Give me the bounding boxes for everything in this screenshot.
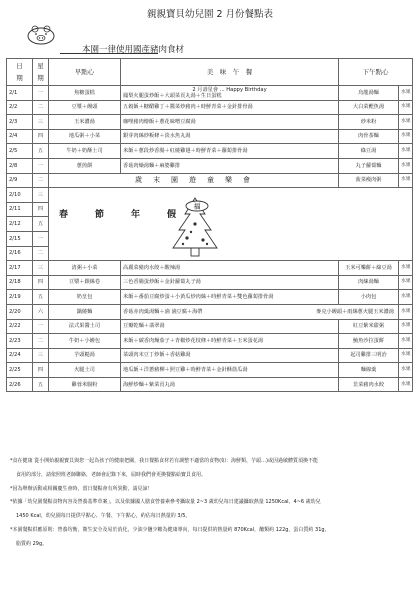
cell-date: 2/23 (7, 334, 33, 349)
menu-table (6, 58, 413, 392)
note-line: *食在健康 從小開始親親寶貝與您一起為孩子的健康把關，我日餐點食材若有調整不適當的食物(如：海鮮類、芋頭…)或因過敏體質須換不能 (10, 458, 318, 464)
table-row (7, 158, 413, 173)
cell-snack-pm: 麵線羹 (339, 363, 399, 378)
cell-snack-pm: 小肉包 (339, 290, 399, 305)
birthday-banner: 2 月壽星會 ... Happy Birthday (192, 86, 267, 93)
cell-weekday: 三 (33, 115, 49, 130)
cell-weekday: 四 (33, 363, 49, 378)
cell-lunch: 豆瓣乾麵＋翡翠湯 (121, 319, 339, 334)
table-row (7, 100, 413, 115)
table-header-row (7, 59, 413, 86)
cell-snack-am: 法式果醬土司 (49, 319, 121, 334)
cell-weekday: 三 (33, 261, 49, 276)
table-row (7, 188, 413, 203)
cell-lunch-wide: 香菇赤肉羹湯麵＋滷 滷豆腐＋海帶 麥克小饅頭＋雨絲蔥火腿玉米濃湯 (121, 304, 399, 319)
cell-snack-am: 焦糖蛋糕 (49, 86, 121, 101)
cell-weekday: 一 (33, 86, 49, 101)
cell-lunch: 咖哩豬肉燴飯＋蔥花味噌豆腐湯 (121, 115, 339, 130)
cell-snack-am: 豆漿＋銀絲卷 (49, 275, 121, 290)
cell-snack-pm: 烏龍湯麵 (339, 86, 399, 101)
cell-fruit: 水果 (399, 304, 413, 319)
cell-date: 2/1 (7, 86, 33, 101)
cell-lunch: 高麗菜豬肉水餃＋酸辣湯 (121, 261, 339, 276)
cell-date: 2/12 (7, 217, 33, 232)
table-row (7, 275, 413, 290)
notes-section (10, 455, 412, 552)
table-row (7, 363, 413, 378)
cell-snack-am: 地瓜粥＋小菜 (49, 129, 121, 144)
table-row (7, 319, 413, 334)
cell-fruit: 水果 (399, 377, 413, 392)
cell-snack-pm: 菠菜瘦肉粥 (339, 173, 399, 188)
divider (60, 53, 158, 54)
cell-snack-am: 清粥＋小菜 (49, 261, 121, 276)
table-row (7, 144, 413, 159)
cell-lunch: 米飯＋碳香肉燥茄子＋青椒炒花枝條＋時鮮青菜＋玉米蛋花湯 (121, 334, 339, 349)
cell-date: 2/17 (7, 261, 33, 276)
note-line: *因為舉辦活動或相關慶生會時，當日餐點會有所異動，請見諒！ (10, 485, 153, 492)
cell-snack-pm: 肉絲湯麵 (339, 275, 399, 290)
cell-snack-pm: 大白菜鰹魚湯 (339, 100, 399, 115)
cell-snack-pm: 丸子蘿蔔麵 (339, 158, 399, 173)
cell-snack-am: 蔥煎餅 (49, 158, 121, 173)
cell-fruit: 水果 (399, 100, 413, 115)
page-title: 親親寶貝幼兒園 2 月份餐點表 (146, 9, 274, 20)
cell-lunch: 三色香腸蛋炒飯＋金針蘿蔔丸子湯 (121, 275, 339, 290)
subtitle: 本園一律使用國產豬肉食材 (82, 45, 185, 55)
cell-snack-am: 奶皇包 (49, 290, 121, 305)
cell-snack-am: 豆漿＋饅頭 (49, 100, 121, 115)
table-row (7, 86, 413, 101)
cell-weekday: 一 (33, 319, 49, 334)
cell-snack-am: 牛奶＋奶酥土司 (49, 144, 121, 159)
cell-weekday: 四 (33, 275, 49, 290)
header-weekday: 星 期 (33, 59, 49, 86)
cell-snack-pm: 起司雞排三明治 (339, 348, 399, 363)
cell-weekday: 一 (33, 158, 49, 173)
cell-snack-am: 鍋燒麵 (49, 304, 121, 319)
cell-fruit: 水果 (399, 115, 413, 130)
cell-snack-pm: 綠豆湯 (339, 144, 399, 159)
cell-date: 2/22 (7, 319, 33, 334)
cell-date: 2/8 (7, 158, 33, 173)
cell-fruit: 水果 (399, 319, 413, 334)
note-line: *本園餐點供應原則：營養均衡，衛生安全及易於消化，少油少鹽少糖為健康導向，每日提供的熱量約 870Kcal，醣類約 122g，蛋白質約 31g， (10, 526, 330, 533)
cell-weekday: 二 (33, 173, 49, 188)
cell-date: 2/26 (7, 377, 33, 392)
cell-weekday: 五 (33, 377, 49, 392)
fortune-character: 福 (193, 202, 201, 211)
table-row (7, 290, 413, 305)
cell-lunch: 海鮮炒麵＋紫菜貢丸湯 (121, 377, 339, 392)
cell-lunch: 米飯＋番茄豆腐炒蛋＋小黃瓜炒肉絲＋時鮮青菜＋雙色蘿蔔排骨湯 (121, 290, 339, 305)
cell-date: 2/24 (7, 348, 33, 363)
cell-weekday: 五 (33, 290, 49, 305)
cell-snack-pm: 韭菜豬肉水餃 (339, 377, 399, 392)
cell-lunch: 菜頭肉末豆丁炒飯＋香菇雞湯 (121, 348, 339, 363)
table-row (7, 115, 413, 130)
cell-lunch: 銀芽肉絲炒粄條＋淡水魚丸湯 (121, 129, 339, 144)
table-row (7, 261, 413, 276)
cell-snack-pm: 肉骨茶麵 (339, 129, 399, 144)
table-row (7, 348, 413, 363)
cell-snack-am: 玉米濃湯 (49, 115, 121, 130)
cell-weekday: 六 (33, 304, 49, 319)
cell-weekday: 五 (33, 217, 49, 232)
cell-weekday: 五 (33, 144, 49, 159)
cell-date: 2/5 (7, 144, 33, 159)
note-line: 食用的部分，請依照班老師聯絡，老師會記錄下來，屆時我們會更換餐點給寶貝食用。 (16, 471, 207, 478)
table-row (7, 304, 413, 319)
cell-date: 2/15 (7, 231, 33, 246)
header-date: 日 期 (7, 59, 33, 86)
cell-fruit: 水果 (399, 348, 413, 363)
cell-lunch: 五穀飯＋糖醋雞丁＋醬菜炒豬肉＋時鮮青菜＋金針排骨湯 (121, 100, 339, 115)
cell-snack-pm: 紅豆紫米甜粥 (339, 319, 399, 334)
holiday-label: 春 節 年 假 (59, 210, 186, 221)
cell-date: 2/18 (7, 275, 33, 290)
cell-lunch: 米飯＋蔥段炒香腸＋紅燒雞翅＋時鮮青菜＋蘿蔔排骨湯 (121, 144, 339, 159)
note-line: 1450 Kcal，幼兒園每日提供早點心、午餐、下午點心，約佔每日熱量的 3/5。 (16, 513, 191, 520)
cell-weekday: 二 (33, 246, 49, 261)
cell-weekday: 一 (33, 231, 49, 246)
header-snack-am: 早點心 (49, 59, 121, 86)
note-line: 脂質約 29g。 (16, 540, 48, 547)
cell-date: 2/10 (7, 188, 33, 203)
header-lunch: 美 味 午 餐 (121, 59, 339, 86)
cell-weekday: 二 (33, 334, 49, 349)
cell-weekday: 二 (33, 100, 49, 115)
cell-snack-am: 火腿土司 (49, 363, 121, 378)
christmas-tree-icon (167, 194, 223, 260)
cell-date: 2/20 (7, 304, 33, 319)
table-row (7, 377, 413, 392)
cell-fruit: 水果 (399, 173, 413, 188)
cell-snack-am: 牛奶＋小饅包 (49, 334, 121, 349)
cell-fruit: 水果 (399, 290, 413, 305)
cell-fruit: 水果 (399, 275, 413, 290)
table-row (7, 129, 413, 144)
cell-snack-pm: 鮪魚沙拉蛋餅 (339, 334, 399, 349)
cell-fruit: 水果 (399, 144, 413, 159)
year-end-fair-event: 歲 末 園 遊 童 樂 會 (49, 173, 339, 188)
cell-date: 2/25 (7, 363, 33, 378)
cell-snack-pm: 炒米粉 (339, 115, 399, 130)
cell-fruit: 水果 (399, 363, 413, 378)
cell-weekday: 四 (33, 202, 49, 217)
cell-lunch: 香菇肉燥湯麵＋麻婆雞排 (121, 158, 339, 173)
cell-date: 2/9 (7, 173, 33, 188)
holiday-block (49, 188, 413, 261)
table-row (7, 334, 413, 349)
cell-date: 2/19 (7, 290, 33, 305)
cell-fruit: 水果 (399, 86, 413, 101)
cell-snack-am: 雞蓉米腸粉 (49, 377, 121, 392)
cell-lunch: 地瓜飯＋洋蔥豬柳＋照豆雞＋時鮮青菜＋金針酥筋瓜湯 (121, 363, 339, 378)
cell-fruit: 水果 (399, 334, 413, 349)
cell-weekday: 四 (33, 129, 49, 144)
cell-date: 2/16 (7, 246, 33, 261)
cell-weekday: 三 (33, 188, 49, 203)
cell-fruit: 水果 (399, 158, 413, 173)
cell-snack-am: 芋頭糙湯 (49, 348, 121, 363)
cell-fruit: 水果 (399, 129, 413, 144)
header-snack-pm: 下午點心 (339, 59, 413, 86)
cell-date: 2/2 (7, 100, 33, 115)
cell-date: 2/4 (7, 129, 33, 144)
table-row (7, 173, 413, 188)
cell-weekday: 三 (33, 348, 49, 363)
cell-snack-pm: 玉米可樂餅＋綠豆湯 (339, 261, 399, 276)
pig-logo-icon (24, 24, 58, 46)
cell-lunch: 2 月壽星會 ... Happy Birthday 鳳梨火腿蛋炒飯＋大頭菜貢丸湯＋生日蛋糕 (121, 86, 339, 101)
cell-date: 2/11 (7, 202, 33, 217)
cell-fruit: 水果 (399, 261, 413, 276)
note-line: *依據「幼兒園餐點食物內容及營養基準草案」，以及依據國人膳食營養素參考攝取量 2~3 歲幼兒每日建議攝取熱量 1250Kcal、4~6 歲幼兒 (10, 499, 321, 506)
cell-date: 2/3 (7, 115, 33, 130)
